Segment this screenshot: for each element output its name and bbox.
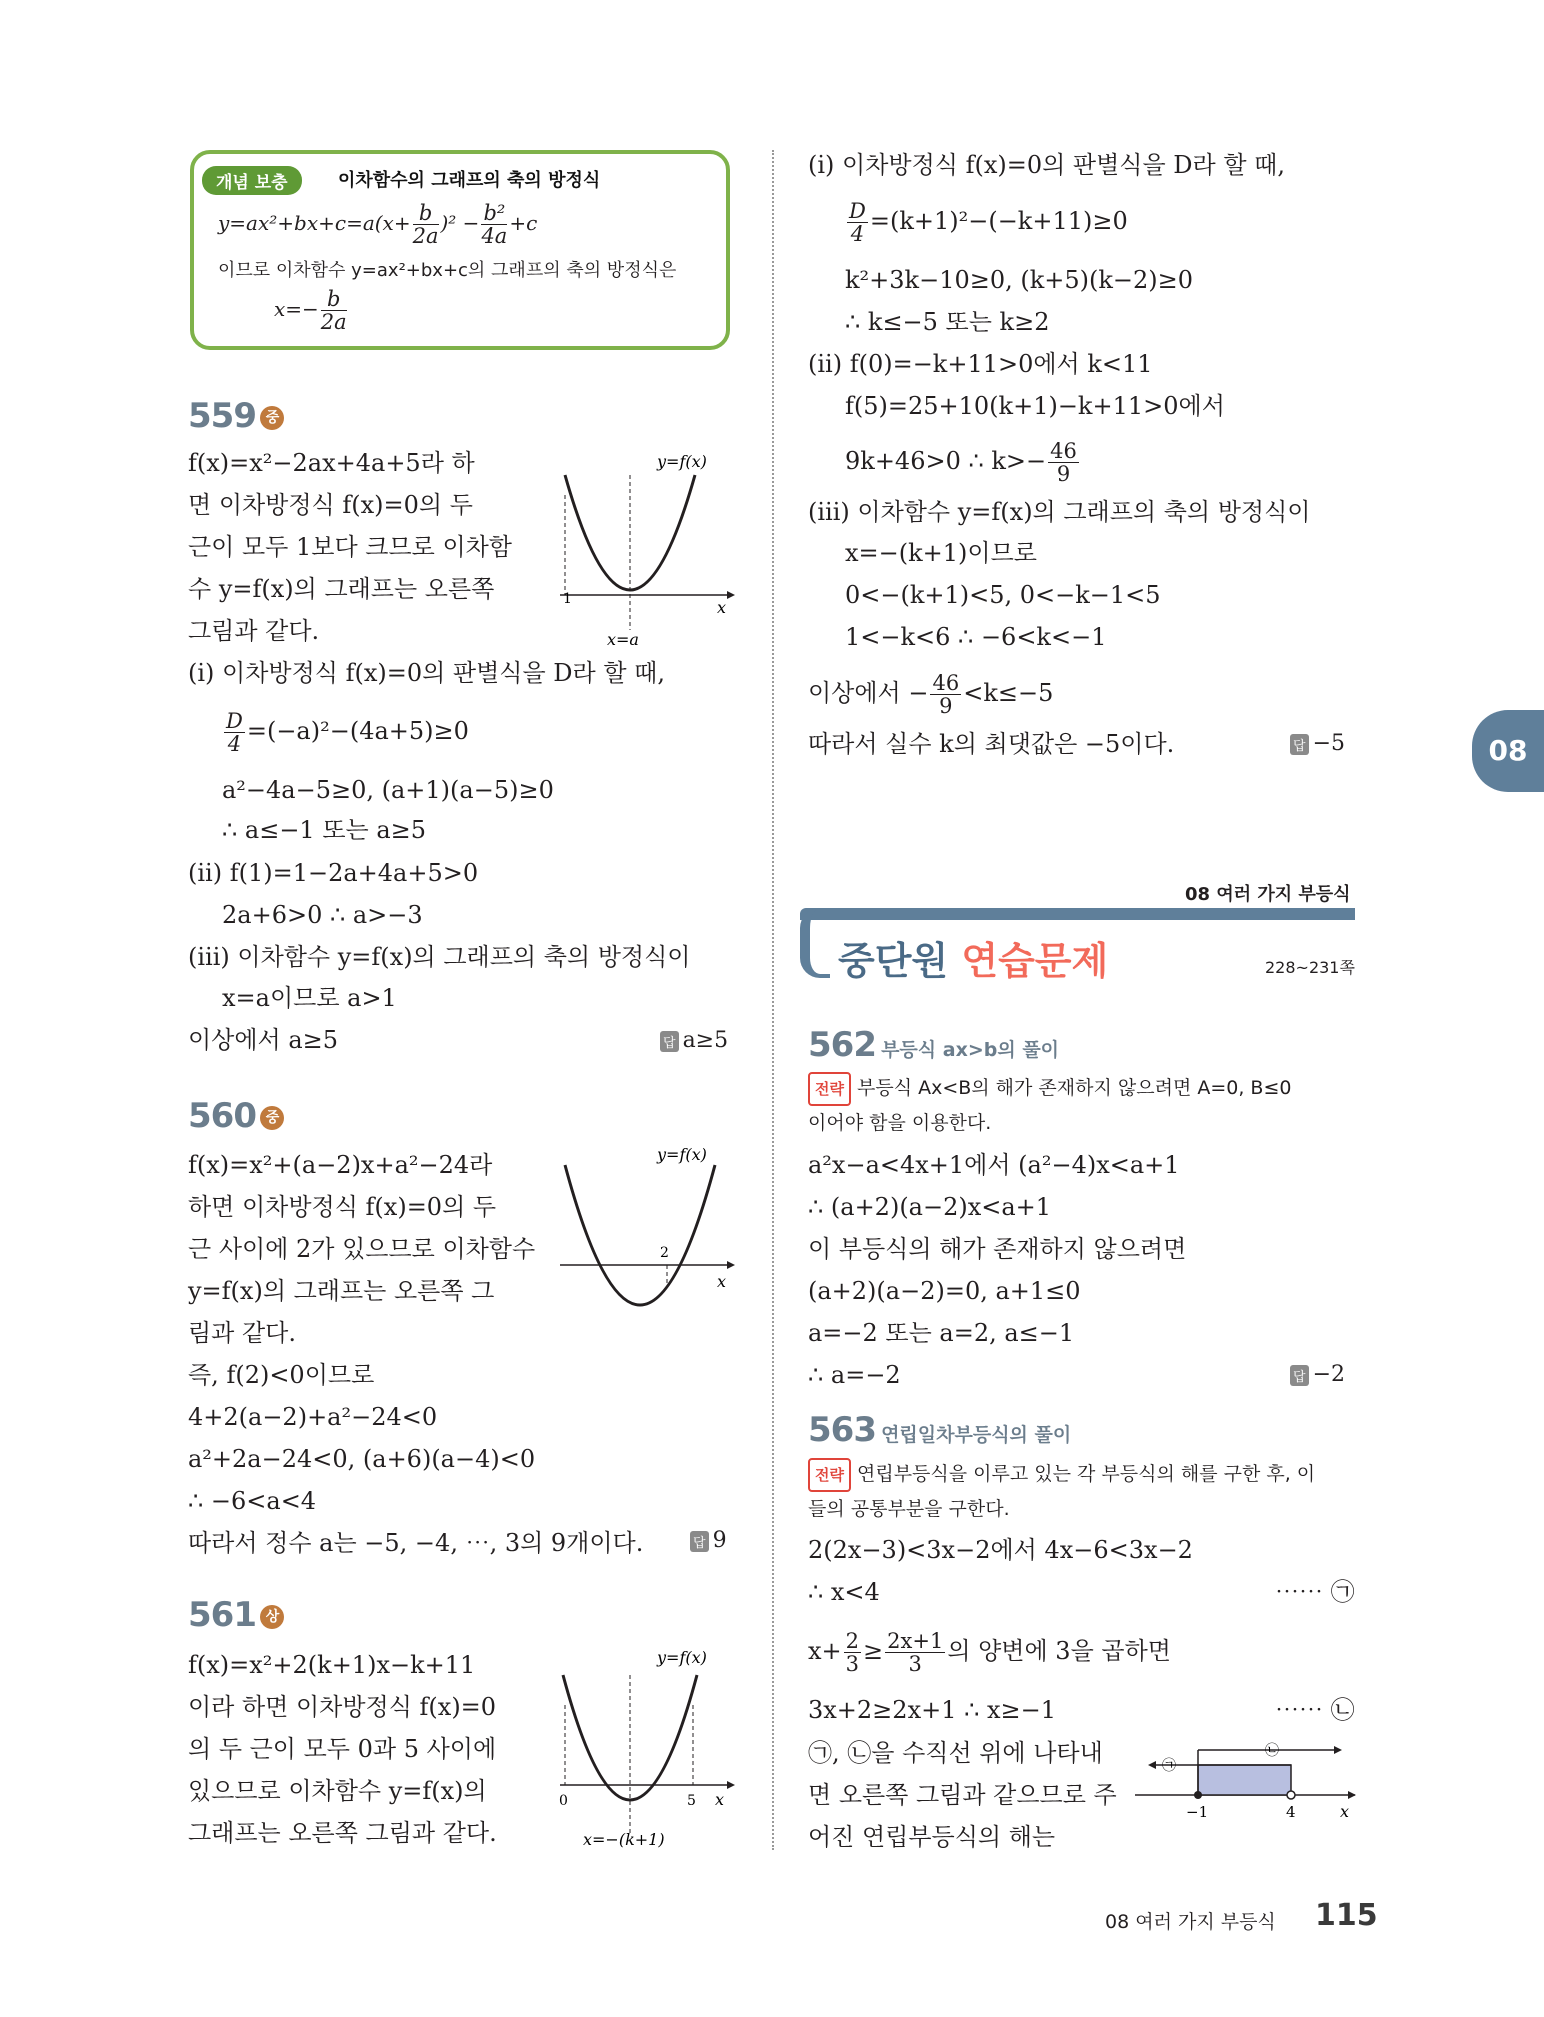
p559-answer <box>660 1028 728 1053</box>
text-line: 따라서 정수 a는 −5, −4, ⋯, 3의 9개이다. <box>188 1529 644 1557</box>
problem-number-562: 562 <box>808 1025 876 1065</box>
frac-den: 2a <box>320 310 347 334</box>
text-line: f(x)=x²−2ax+4a+5라 하 <box>188 449 475 477</box>
text-line: 4+2(a−2)+a²−24<0 <box>188 1403 438 1431</box>
title-part: 연습문제 <box>961 939 1109 983</box>
p561-s2: (ⅱ) f(0)=−k+11>0에서 k<11 <box>808 350 1153 378</box>
x-axis-arrow <box>727 591 735 599</box>
text-line: a²x−a<4x+1에서 (a²−4)x<a+1 <box>808 1151 1180 1179</box>
section-pages: 228~231쪽 <box>1265 958 1355 977</box>
p563-l1: 2(2x−3)<3x−2에서 4x−6<3x−2 <box>808 1536 1193 1564</box>
text-line: f(x)=x²+(a−2)x+a²−24라 <box>188 1151 493 1179</box>
frac-den: 4a <box>481 224 508 248</box>
text-line: 이 부등식의 해가 존재하지 않으려면 <box>808 1235 1187 1263</box>
concept-formula <box>218 202 537 247</box>
fraction <box>930 672 961 717</box>
x-label: x <box>717 598 727 617</box>
section-bar <box>800 908 1355 920</box>
x-axis-arrow <box>727 1781 735 1789</box>
problem-563-header <box>808 1410 1071 1450</box>
p559-conclusion: 이상에서 a≥5 <box>188 1026 339 1054</box>
x-label: x <box>1340 1802 1350 1821</box>
text-line: f(x)=x²+2(k+1)x−k+11 <box>188 1651 476 1679</box>
label-b: ㉡ <box>1265 1743 1279 1759</box>
p563-strategy <box>808 1458 1315 1492</box>
text-line: 그림과 같다. <box>188 617 320 645</box>
frac-num: 46 <box>932 671 960 695</box>
text-line: ㉠, ㉡을 수직선 위에 나타내 <box>808 1739 1103 1767</box>
formula-part: =(−a)²−(4a+5)≥0 <box>246 717 469 745</box>
fraction <box>1048 440 1079 485</box>
problem-number-561 <box>188 1595 284 1635</box>
frac-num: b <box>413 202 439 225</box>
text-line: ∴ −6<a<4 <box>188 1487 317 1515</box>
p559-s3-b: x=a이므로 a>1 <box>222 984 397 1012</box>
p561-final: 따라서 실수 k의 최댓값은 −5이다. <box>808 730 1175 758</box>
formula-part: 의 양변에 3을 곱하면 <box>947 1637 1171 1665</box>
graph-561 <box>555 1645 735 1855</box>
p563-l2: ∴ x<4 <box>808 1578 880 1606</box>
axis-label: x=−(k+1) <box>583 1830 665 1849</box>
x-label: x <box>717 1272 727 1291</box>
frac-den: 3 <box>845 1652 860 1676</box>
formula-part: )² − <box>440 211 480 235</box>
title-part: 중단원 <box>838 939 949 983</box>
text-line: 면 이차방정식 f(x)=0의 두 <box>188 491 473 519</box>
formula-part: y=ax²+bx+c=a(x+ <box>218 211 411 235</box>
formula-part: ≥ <box>863 1637 884 1665</box>
number-line-563 <box>1130 1735 1360 1835</box>
p563-mark1: ⋯⋯ ㉠ <box>1275 1578 1355 1606</box>
level-badge: 중 <box>260 406 284 430</box>
formula-part: 이상에서 − <box>808 679 929 707</box>
level-badge: 상 <box>260 1605 284 1629</box>
answer-value: 9 <box>712 1528 727 1553</box>
frac-num: D <box>849 199 866 223</box>
text-line: y=f(x)의 그래프는 오른쪽 그 <box>188 1277 495 1305</box>
text-line: 근이 모두 1보다 크므로 이차함 <box>188 533 512 561</box>
p561-s2-c <box>845 440 1081 485</box>
p561-s1-c: ∴ k≤−5 또는 k≥2 <box>845 308 1050 336</box>
closed-point <box>1194 1791 1202 1799</box>
column-divider <box>772 150 774 1850</box>
formula-part: +c <box>509 211 538 235</box>
fraction <box>847 200 868 245</box>
problem-number-560 <box>188 1096 284 1136</box>
fraction <box>481 202 507 247</box>
open-point <box>1287 1791 1295 1799</box>
curve-label: y=f(x) <box>657 452 707 471</box>
problem-562-header <box>808 1025 1059 1065</box>
answer-badge: 답 <box>660 1031 679 1052</box>
text-line: 그래프는 오른쪽 그림과 같다. <box>188 1819 497 1847</box>
problem-number-559 <box>188 396 284 436</box>
frac-den: 4 <box>850 222 865 246</box>
strategy-text: 부등식 Ax<B의 해가 존재하지 않으려면 A=0, B≤0 <box>856 1077 1292 1099</box>
tick-1: 1 <box>563 591 572 607</box>
frac-num: b² <box>481 202 507 225</box>
ray-b-arrow <box>1334 1746 1342 1754</box>
frac-num: 2x+1 <box>887 1629 944 1653</box>
text-line: (a+2)(a−2)=0, a+1≤0 <box>808 1277 1081 1305</box>
x-label: x <box>715 1790 725 1809</box>
answer-value: a≥5 <box>682 1028 729 1053</box>
fraction <box>224 710 245 755</box>
p563-mark2: ⋯⋯ ㉡ <box>1275 1696 1355 1724</box>
text-line: 어진 연립부등식의 해는 <box>808 1823 1056 1851</box>
curve-label: y=f(x) <box>657 1145 707 1164</box>
text-line: 면 오른쪽 그림과 같으므로 주 <box>808 1781 1117 1809</box>
p561-conclusion <box>808 672 1053 717</box>
p561-s2-b: f(5)=25+10(k+1)−k+11>0에서 <box>845 392 1225 420</box>
tick-2: 2 <box>660 1245 669 1261</box>
concept-tag: 개념 보충 <box>202 166 302 195</box>
problem-topic: 연립일차부등식의 풀이 <box>881 1424 1072 1446</box>
p559-s1-c: ∴ a≤−1 또는 a≥5 <box>222 816 427 844</box>
frac-den: 9 <box>1056 462 1071 486</box>
concept-title: 이차함수의 그래프의 축의 방정식 <box>338 170 601 191</box>
frac-den: 3 <box>908 1652 922 1676</box>
p559-s2-b: 2a+6>0 ∴ a>−3 <box>222 901 423 929</box>
p559-s1-eq <box>222 710 469 755</box>
formula-part: x=− <box>274 297 319 321</box>
problem-number-563: 563 <box>808 1410 876 1450</box>
text-line: 의 두 근이 모두 0과 5 사이에 <box>188 1735 497 1763</box>
formula-part: =(k+1)²−(−k+11)≥0 <box>869 207 1128 235</box>
p561-s3-c: 0<−(k+1)<5, 0<−k−1<5 <box>845 581 1161 609</box>
number-text: 560 <box>188 1096 256 1136</box>
p561-s1-eq <box>845 200 1128 245</box>
p561-s3-d: 1<−k<6 ∴ −6<k<−1 <box>845 623 1107 651</box>
p561-s3-b: x=−(k+1)이므로 <box>845 539 1037 567</box>
concept-text: 이므로 이차함수 y=ax²+bx+c의 그래프의 축의 방정식은 <box>218 260 677 281</box>
answer-value: −5 <box>1312 731 1345 756</box>
text-line: 림과 같다. <box>188 1319 296 1347</box>
formula-part: <k≤−5 <box>963 679 1054 707</box>
parabola-curve <box>565 1165 715 1305</box>
text-line: a=−2 또는 a=2, a≤−1 <box>808 1319 1075 1347</box>
axis-arrow <box>1348 1791 1356 1799</box>
frac-num: D <box>226 709 243 733</box>
p560-answer <box>690 1528 727 1553</box>
p559-s2: (ⅱ) f(1)=1−2a+4a+5>0 <box>188 859 479 887</box>
answer-value: −2 <box>1312 1362 1345 1387</box>
level-badge: 중 <box>260 1106 284 1130</box>
text-line: 근 사이에 2가 있으므로 이차함수 <box>188 1235 536 1263</box>
p561-s1-b: k²+3k−10≥0, (k+5)(k−2)≥0 <box>845 266 1194 294</box>
tick-5: 5 <box>687 1793 696 1809</box>
strategy-tag: 전략 <box>808 1458 851 1492</box>
problem-topic: 부등식 ax>b의 풀이 <box>881 1039 1060 1061</box>
answer-badge: 답 <box>690 1531 709 1552</box>
text-line: 있으므로 이차함수 y=f(x)의 <box>188 1777 487 1805</box>
text-line: 수 y=f(x)의 그래프는 오른쪽 <box>188 575 495 603</box>
frac-num: 46 <box>1050 439 1077 463</box>
curve-label: y=f(x) <box>657 1648 707 1667</box>
footer-chapter: 08 여러 가지 부등식 <box>1105 1911 1276 1933</box>
strategy-tag: 전략 <box>808 1072 851 1106</box>
p563-l4: 3x+2≥2x+1 ∴ x≥−1 <box>808 1696 1057 1724</box>
formula-part: x+ <box>808 1637 842 1665</box>
p562-strategy-b: 이어야 함을 이용한다. <box>808 1112 992 1134</box>
frac-num: b <box>321 288 347 311</box>
p561-s1: (ⅰ) 이차방정식 f(x)=0의 판별식을 D라 할 때, <box>808 151 1285 179</box>
tick-right: 4 <box>1286 1803 1296 1821</box>
solution-region <box>1198 1765 1291 1795</box>
frac-den: 9 <box>939 694 953 718</box>
section-chapter-label: 08 여러 가지 부등식 <box>1185 884 1351 905</box>
page-number: 115 <box>1315 1898 1378 1933</box>
frac-num: 2 <box>845 1629 860 1653</box>
frac-den: 2a <box>412 224 439 248</box>
axis-label: x=a <box>607 630 639 645</box>
formula-part: 9k+46>0 ∴ k>− <box>845 447 1047 475</box>
section-title <box>838 930 1108 985</box>
graph-560 <box>555 1145 735 1335</box>
concept-box <box>190 150 730 350</box>
frac-den: 4 <box>227 732 242 756</box>
p563-strategy-b: 들의 공통부분을 구한다. <box>808 1498 1010 1520</box>
chapter-tab: 08 <box>1472 710 1544 792</box>
p561-s3: (ⅲ) 이차함수 y=f(x)의 그래프의 축의 방정식이 <box>808 498 1311 526</box>
tick-left: −1 <box>1186 1803 1209 1821</box>
fraction <box>321 288 347 333</box>
text-line: a²+2a−24<0, (a+6)(a−4)<0 <box>188 1445 536 1473</box>
text-line: ∴ (a+2)(a−2)x<a+1 <box>808 1193 1052 1221</box>
number-text: 559 <box>188 396 256 436</box>
number-text: 561 <box>188 1595 256 1635</box>
concept-axis <box>274 288 349 333</box>
answer-badge: 답 <box>1290 1365 1309 1386</box>
x-axis-arrow <box>727 1261 735 1269</box>
p559-s1: (ⅰ) 이차방정식 f(x)=0의 판별식을 D라 할 때, <box>188 659 665 687</box>
text-line: 즉, f(2)<0이므로 <box>188 1361 375 1389</box>
ray-a-arrow <box>1148 1761 1156 1769</box>
text-line: 이라 하면 이차방정식 f(x)=0 <box>188 1693 497 1721</box>
tick-0: 0 <box>559 1793 568 1809</box>
p562-strategy <box>808 1072 1291 1106</box>
answer-badge: 답 <box>1290 734 1309 755</box>
p559-s1-b: a²−4a−5≥0, (a+1)(a−5)≥0 <box>222 776 554 804</box>
p561-answer <box>1290 731 1345 756</box>
fraction <box>885 1630 945 1675</box>
section-bracket <box>800 908 830 978</box>
fraction <box>844 1630 861 1675</box>
graph-559 <box>555 445 735 645</box>
p559-s3: (ⅲ) 이차함수 y=f(x)의 그래프의 축의 방정식이 <box>188 943 691 971</box>
label-a: ㉠ <box>1162 1758 1176 1774</box>
fraction <box>413 202 439 247</box>
text-line: ∴ a=−2 <box>808 1361 901 1389</box>
p563-l3 <box>808 1630 1171 1675</box>
strategy-text: 연립부등식을 이루고 있는 각 부등식의 해를 구한 후, 이 <box>856 1463 1316 1485</box>
text-line: 하면 이차방정식 f(x)=0의 두 <box>188 1193 497 1221</box>
p562-answer <box>1290 1362 1345 1387</box>
